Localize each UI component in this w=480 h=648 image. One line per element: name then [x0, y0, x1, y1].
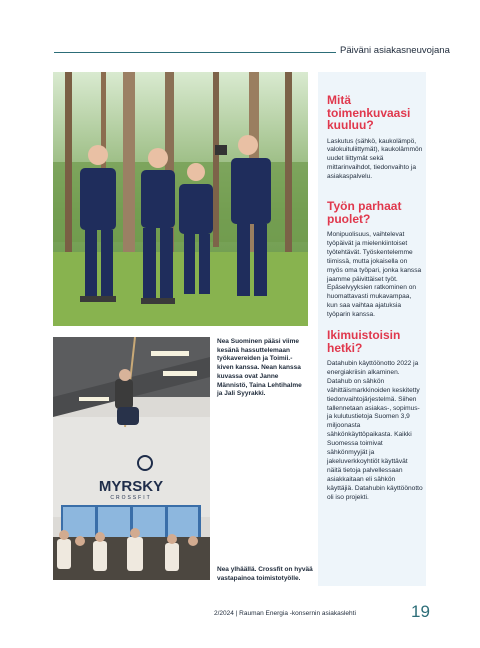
qa-sidebar	[318, 72, 426, 586]
qa-section	[327, 329, 423, 503]
qa-section	[327, 94, 423, 182]
photo-caption-bottom: Nea ylhäällä. Crossfit on hyvää vastapainoa toimistotyölle.	[217, 566, 313, 582]
qa-body: Monipuolisuus, vaihtelevat työpäivät ja mielenkiintoiset työtehtävät. Työskentelemme tiimissä, mutta jokaisella on myös oma työpari, jonka kanssa jaamme päivittäiset työt. Epäselvyyksien ratkominen on huomattavasti mukavampaa, kun saa vaihtaa ajatuksia työparin kanssa.	[327, 231, 422, 319]
qa-body: Laskutus (sähkö, kaukolämpö, valokuituliittymät), kaukolämmön uudet liittymät sekä mittarinvaihdot, tiedonvaihto ja asiakaspalvelu.	[327, 137, 423, 181]
team-photo	[53, 72, 308, 326]
qa-section	[327, 200, 423, 320]
qa-heading: Työn parhaat puolet?	[327, 199, 402, 226]
page-number: 19	[411, 602, 430, 621]
gym-logo-subtext: CROSSFIT	[110, 495, 152, 501]
photo-caption-top: Nea Suominen pääsi viime kesänä hassuttelemaan työkavereiden ja Toimii.-kiven kanssa. Nean kanssa kuvassa ovat Janne Männistö, Taina Lehtihalme ja Jali Syyrakki.	[217, 338, 302, 398]
footer-publication: 2/2024 | Rauman Energia -konsernin asiakaslehti	[214, 610, 356, 617]
qa-heading: Ikimuistoisin hetki?	[327, 328, 401, 355]
header-rule	[54, 52, 336, 53]
gym-photo	[53, 337, 210, 580]
gym-logo-text: MYRSKY	[98, 478, 164, 495]
section-title: Päiväni asiakasneuvojana	[340, 45, 450, 56]
qa-body: Datahubin käyttöönotto 2022 ja energiakriisin alkaminen. Datahub on sähkön vähittäismarkkinoiden keskitetty tiedonvaihtojärjestelmä. Siihen tallennetaan asiakas-, sopimus- ja kulutustietoja Suomen 3,9 miljoonasta sähkönkäyttöpaikasta. Kaikki Suomessa toimivat sähkönmyyjät ja jakeluverkkoyhtiöt käyttävät näitä tietoja palvellessaan asiakkaitaan eli sähkön käyttäjiä. Datahubin käyttöönotto oli iso projekti.	[327, 360, 423, 501]
qa-heading: Mitä toimenkuvaasi kuuluu?	[327, 93, 411, 132]
